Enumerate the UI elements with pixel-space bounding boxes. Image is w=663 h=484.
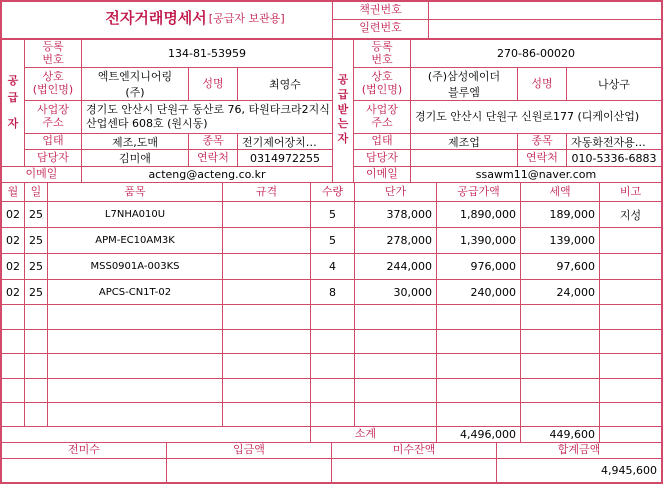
col-month-header: 월 xyxy=(7,184,19,198)
supplier-contact-label: 연락처 xyxy=(197,150,229,164)
supplier-item: 전기제어장치… xyxy=(242,135,317,149)
document-title-area xyxy=(60,5,330,30)
col-spec-header: 규격 xyxy=(255,184,278,198)
supplier-name-label: 성명 xyxy=(202,76,224,90)
receiver-manager xyxy=(411,150,517,166)
remaining-unpaid-value xyxy=(332,459,496,482)
supplier-manager: 김미애 xyxy=(119,152,151,165)
supplier-address-label: 사업장 주소 xyxy=(37,103,69,129)
subtotal-label: 소계 xyxy=(354,427,376,441)
receiver-email: ssawm11@naver.com xyxy=(475,168,597,181)
receiver-contact: 010-5336-6883 xyxy=(571,151,657,165)
receiver-email-label: 이메일 xyxy=(366,167,398,181)
supplier-reg-no-label: 등록 번호 xyxy=(42,39,64,66)
receiver-address-label: 사업장 주소 xyxy=(366,103,398,129)
receiver-item-label: 종목 xyxy=(531,134,553,148)
col-note-header: 비고 xyxy=(619,184,642,198)
supplier-company-label: 상호 (법인명) xyxy=(32,70,74,96)
total-label: 합계금액 xyxy=(557,443,601,457)
payment-value xyxy=(167,459,331,482)
previous-unpaid-value xyxy=(2,459,166,482)
subtotal-tax: 449,600 xyxy=(549,428,595,441)
payment-label: 입금액 xyxy=(233,443,265,457)
receiver-manager-label: 담당자 xyxy=(366,150,398,164)
supplier-item-label: 종목 xyxy=(202,134,224,148)
supplier-contact: 0314972255 xyxy=(250,151,320,165)
supplier-company: 엑트엔지니어링 (주) xyxy=(97,70,173,99)
receiver-company: (주)삼성에이더 블루엠 xyxy=(427,70,501,99)
receiver-business-type: 제조업 xyxy=(448,135,480,149)
document-subtitle: [공급자 보관용] xyxy=(208,11,285,25)
receiver-side-label: 공 급 받 는 자 xyxy=(337,73,349,145)
supplier-manager-label: 담당자 xyxy=(37,150,69,164)
receiver-business-type-label: 업태 xyxy=(371,134,393,148)
receiver-reg-no-label: 등록 번호 xyxy=(371,39,393,66)
transaction-statement: 전자거래명세서 [공급자 보관용] 책권번호 일련번호 공 급 자 공 급 받 는 자 등록 번호 134-81-53959 상호 (법인명) 엑트엔지니어링 (주) 성명 최영수 사업장 주소 경기도 안산시 단원구 동산로 76, 타원타크라2지식산업센타 608호 (원시동) 업태 제조,도매 종목 전기제어장치… 담당자 김미애 연락처 0314972255 이메일 acteng@acteng.co.kr 등록 번호 270-86-00020 상호 (법인명) (주)삼성에이더 블루엠 성명 나상구 사업장 주소 경기도 안산시 단원구 신원로177 (디케이산업) 업태 제조업 종목 자동화전자용… 담당자 연락처 010-5336-6883 이메일 ssawm11@naver.com 월 일 품목 규격 수량 단가 공급가액 세액 비고 02 25 L7NHA010U 5 378,000 1,890,000 189,000 지성 02 25 APM-EC10AM3K 5 278,000 1,390,000 139,000 02 25 MSS0901A-003KS 4 244,000 976,000 97,600 02 25 APCS-CN1T-02 8 30,000 240,000 24,000 소계 4,496,000 449,600 전미수 입금액 미수잔액 합계금액 4,945,600 xyxy=(0,0,663,484)
supplier-email: acteng@acteng.co.kr xyxy=(148,168,266,181)
receiver-name: 나상구 xyxy=(598,78,630,91)
supplier-name: 최영수 xyxy=(269,78,301,91)
total-value: 4,945,600 xyxy=(601,464,657,477)
supplier-email-label: 이메일 xyxy=(25,167,58,181)
previous-unpaid-label: 전미수 xyxy=(68,443,100,457)
remaining-unpaid-label: 미수잔액 xyxy=(392,443,436,457)
supplier-reg-no: 134-81-53959 xyxy=(168,47,246,60)
col-item-header: 품목 xyxy=(124,184,146,198)
receiver-contact-label: 연락처 xyxy=(526,150,558,164)
supplier-side-label: 공 급 자 xyxy=(7,74,19,131)
col-tax-header: 세액 xyxy=(549,184,571,198)
document-title: 전자거래명세서 xyxy=(105,9,207,27)
col-day-header: 일 xyxy=(30,184,42,198)
col-unit-price-header: 단가 xyxy=(384,184,407,198)
supplier-address: 경기도 안산시 단원구 동산로 76, 타원타크라2지식산업센타 608호 (원시동) xyxy=(86,102,330,130)
supplier-business-type-label: 업태 xyxy=(42,134,64,148)
receiver-name-label: 성명 xyxy=(531,76,553,90)
serial-no-label: 일련번호 xyxy=(359,21,402,35)
book-no-label: 책권번호 xyxy=(359,3,402,17)
subtotal-supply: 4,496,000 xyxy=(460,428,516,441)
supplier-business-type: 제조,도매 xyxy=(111,135,158,149)
receiver-reg-no: 270-86-00020 xyxy=(497,47,575,60)
col-qty-header: 수량 xyxy=(321,184,344,198)
receiver-address: 경기도 안산시 단원구 신원로177 (디케이산업) xyxy=(415,109,640,123)
receiver-company-label: 상호 (법인명) xyxy=(361,70,403,96)
receiver-item: 자동화전자용… xyxy=(571,135,646,149)
col-supply-header: 공급가액 xyxy=(457,184,500,198)
